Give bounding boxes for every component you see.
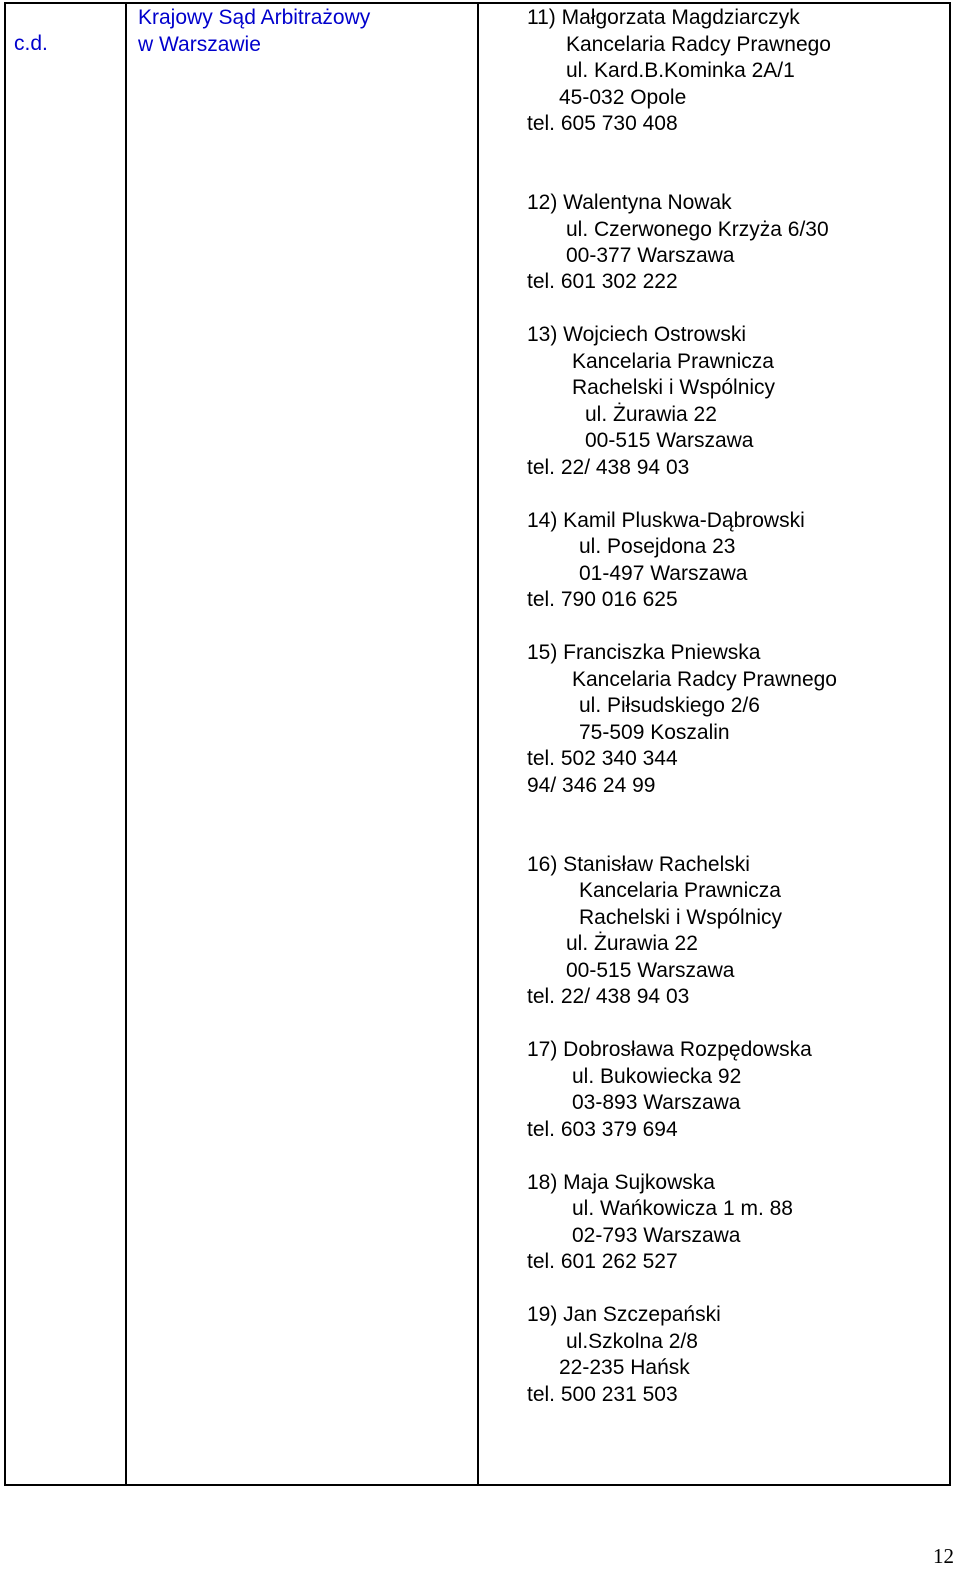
entry-12-line: tel. 601 302 222 (527, 270, 678, 293)
entry-11-line: Kancelaria Radcy Prawnego (566, 33, 831, 56)
entry-13-line: Kancelaria Prawnicza (572, 350, 774, 373)
entry-19-name: 19) Jan Szczepański (527, 1303, 721, 1326)
entry-16-line: ul. Żurawia 22 (566, 932, 698, 955)
entry-12-line: ul. Czerwonego Krzyża 6/30 (566, 218, 829, 241)
entry-14-name: 14) Kamil Pluskwa-Dąbrowski (527, 509, 805, 532)
entry-14-line: 01-497 Warszawa (579, 562, 748, 585)
column-divider-1 (125, 2, 127, 1486)
entry-16-line: tel. 22/ 438 94 03 (527, 985, 690, 1008)
entry-12-name: 12) Walentyna Nowak (527, 191, 732, 214)
entry-16-name: 16) Stanisław Rachelski (527, 853, 750, 876)
entry-17-line: ul. Bukowiecka 92 (572, 1065, 742, 1088)
entry-16-line: Rachelski i Wspólnicy (579, 906, 783, 929)
entry-18-line: tel. 601 262 527 (527, 1250, 678, 1273)
column-divider-2 (477, 2, 479, 1486)
entry-13-line: ul. Żurawia 22 (585, 403, 717, 426)
entry-15-line: ul. Piłsudskiego 2/6 (579, 694, 760, 717)
entry-19-line: ul.Szkolna 2/8 (566, 1330, 698, 1353)
entry-17-line: tel. 603 379 694 (527, 1118, 678, 1141)
entry-15-line: 75-509 Koszalin (579, 721, 730, 744)
entry-13-line: Rachelski i Wspólnicy (572, 376, 776, 399)
entry-14-line: tel. 790 016 625 (527, 588, 678, 611)
entry-16-line: 00-515 Warszawa (566, 959, 735, 982)
entry-15-name: 15) Franciszka Pniewska (527, 641, 761, 664)
court-name-line2: w Warszawie (138, 33, 261, 56)
entry-12-line: 00-377 Warszawa (566, 244, 735, 267)
entry-11-line: tel. 605 730 408 (527, 112, 678, 135)
entry-11-line: 45-032 Opole (559, 86, 687, 109)
entry-19-line: 22-235 Hańsk (559, 1356, 690, 1379)
entry-13-line: tel. 22/ 438 94 03 (527, 456, 690, 479)
court-name-line1: Krajowy Sąd Arbitrażowy (138, 6, 371, 29)
entry-15-line: 94/ 346 24 99 (527, 774, 656, 797)
entry-18-line: ul. Wańkowicza 1 m. 88 (572, 1197, 793, 1220)
entry-15-line: tel. 502 340 344 (527, 747, 678, 770)
entry-13-name: 13) Wojciech Ostrowski (527, 323, 747, 346)
entry-11-line: ul. Kard.B.Kominka 2A/1 (566, 59, 795, 82)
entry-11-name: 11) Małgorzata Magdziarczyk (527, 6, 800, 29)
entry-17-line: 03-893 Warszawa (572, 1091, 741, 1114)
page-number: 12 (933, 1544, 954, 1568)
entry-17-name: 17) Dobrosława Rozpędowska (527, 1038, 812, 1061)
entry-19-line: tel. 500 231 503 (527, 1383, 678, 1406)
section-code: c.d. (14, 32, 48, 55)
entry-16-line: Kancelaria Prawnicza (579, 879, 781, 902)
entry-18-name: 18) Maja Sujkowska (527, 1171, 715, 1194)
entry-18-line: 02-793 Warszawa (572, 1224, 741, 1247)
entry-13-line: 00-515 Warszawa (585, 429, 754, 452)
entry-15-line: Kancelaria Radcy Prawnego (572, 668, 837, 691)
entry-14-line: ul. Posejdona 23 (579, 535, 736, 558)
